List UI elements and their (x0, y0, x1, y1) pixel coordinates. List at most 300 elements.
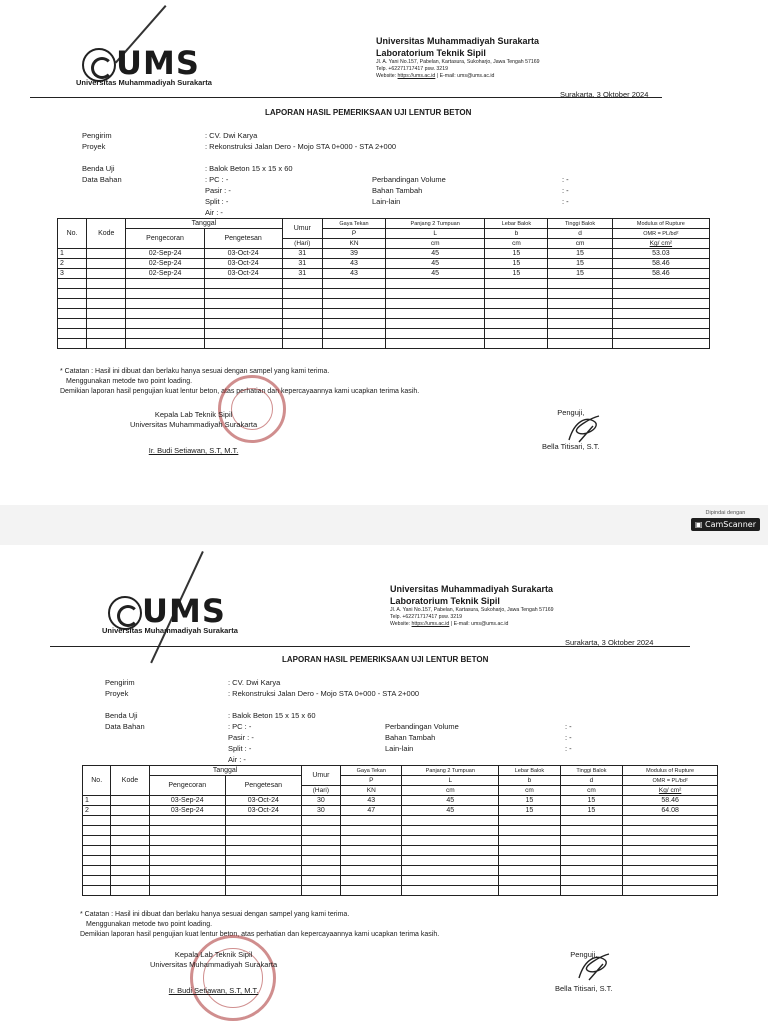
cell-cor (149, 836, 225, 846)
p-symbol: P (323, 229, 386, 239)
cell-l (385, 299, 484, 309)
cell-p (323, 319, 386, 329)
cell-b: 15 (485, 249, 548, 259)
cell-omr (623, 866, 718, 876)
cell-omr (612, 329, 709, 339)
report-date: Surakarta, 3 Oktober 2024 (560, 90, 649, 99)
cell-l (402, 856, 499, 866)
table-row (58, 259, 710, 269)
cell-b (485, 319, 548, 329)
email-text: | E-mail: ums@ums.ac.id (450, 621, 509, 628)
lab-name: Laboratorium Teknik Sipil (376, 48, 486, 59)
cell-l (402, 836, 499, 846)
table-row-empty (83, 816, 718, 826)
col-b: Lebar Balok (485, 219, 548, 229)
cell-no (58, 299, 87, 309)
head-title: Kepala Lab Teknik Sipil (154, 410, 233, 419)
cell-test (225, 846, 301, 856)
cell-cor (126, 309, 204, 319)
cell-l: 45 (385, 259, 484, 269)
cell-b (485, 279, 548, 289)
cell-test (204, 289, 282, 299)
cell-no (83, 816, 111, 826)
cell-umur (301, 876, 341, 886)
cell-kode (111, 886, 149, 896)
table-row-empty (83, 886, 718, 896)
note-line-3: Demikian laporan hasil pengujian kuat lentur beton, atas perhatian dan kepercayaannya kami ucapkan terima kasih. (80, 931, 440, 938)
cell-cor (126, 319, 204, 329)
cell-b (485, 339, 548, 349)
tester-name: Bella Titisari, S.T. (555, 984, 613, 993)
cell-no: 1 (58, 249, 87, 259)
cell-omr (623, 886, 718, 896)
cell-kode (87, 249, 126, 259)
website-link[interactable]: https://ums.ac.id (411, 621, 450, 628)
b-symbol: b (485, 229, 548, 239)
cell-l: 45 (385, 269, 484, 279)
bahan-label: Data Bahan (82, 175, 122, 184)
cell-d: 15 (548, 259, 612, 269)
cell-test (204, 339, 282, 349)
cell-b: 15 (499, 806, 560, 816)
col-cor: Pengecoran (149, 776, 225, 796)
cell-d (560, 856, 623, 866)
cell-umur (282, 299, 323, 309)
cell-kode (87, 319, 126, 329)
benda-value: : Balok Beton 15 x 15 x 60 (205, 164, 293, 173)
b-symbol: b (499, 776, 560, 786)
cell-l (385, 309, 484, 319)
col-p: Gaya Tekan (341, 766, 402, 776)
cell-p: 43 (341, 796, 402, 806)
cell-cor (126, 329, 204, 339)
air-value: Air : - (228, 755, 246, 764)
lain-value: : - (562, 197, 569, 206)
cell-b (499, 836, 560, 846)
table-row (83, 796, 718, 806)
cell-b: 15 (485, 269, 548, 279)
camscanner-icon: ▣ (694, 520, 705, 529)
website-label: Website: (390, 621, 411, 628)
cell-cor: 02-Sep-24 (126, 259, 204, 269)
org-header (376, 35, 540, 80)
cell-b (499, 856, 560, 866)
tester-title: Penguji, (557, 408, 585, 417)
cell-d (560, 836, 623, 846)
omr-unit: Kg/ cm² (612, 239, 709, 249)
cell-kode (87, 329, 126, 339)
cell-p (341, 866, 402, 876)
cell-test: 03-Oct-24 (204, 259, 282, 269)
cell-kode (111, 836, 149, 846)
cell-test (204, 299, 282, 309)
cell-kode (87, 339, 126, 349)
cell-l (385, 289, 484, 299)
cell-test: 03-Oct-24 (204, 269, 282, 279)
scanner-text: Dipindai dengan (705, 510, 746, 516)
cell-d (548, 319, 612, 329)
cell-umur: 31 (282, 259, 323, 269)
head-signature-block (150, 950, 277, 996)
cell-omr: 64.08 (623, 806, 718, 816)
col-no: No. (83, 766, 111, 796)
cell-umur (301, 846, 341, 856)
cell-test (225, 876, 301, 886)
tambah-label: Bahan Tambah (385, 733, 436, 742)
cell-b (499, 846, 560, 856)
table-row-empty (83, 826, 718, 836)
cell-b (499, 876, 560, 886)
col-d: Tinggi Balok (560, 766, 623, 776)
pc-value: : PC : - (205, 175, 229, 184)
col-no: No. (58, 219, 87, 249)
results-table (82, 765, 718, 896)
lain-label: Lain-lain (372, 197, 401, 206)
table-row-empty (58, 319, 710, 329)
tambah-value: : - (562, 186, 569, 195)
notes (80, 910, 439, 940)
results-table (57, 218, 710, 349)
pasir-value: Pasir : - (205, 186, 231, 195)
org-phone: Telp. +62271717417 psw. 3219 (376, 66, 448, 73)
cell-d: 15 (560, 796, 623, 806)
cell-d (548, 299, 612, 309)
cell-cor (126, 289, 204, 299)
tester-name: Bella Titisari, S.T. (542, 442, 600, 451)
cell-umur (301, 836, 341, 846)
org-contact (390, 621, 554, 628)
perbandingan-label: Perbandingan Volume (385, 722, 459, 731)
head-name: Ir. Budi Setiawan, S.T, M.T. (148, 446, 239, 455)
cell-umur (301, 856, 341, 866)
cell-omr (612, 319, 709, 329)
cell-umur (301, 886, 341, 896)
cell-p (341, 846, 402, 856)
col-l: Panjang 2 Tumpuan (385, 219, 484, 229)
note-line-2: Menggunakan metode two point loading. (66, 378, 193, 385)
cell-l (385, 339, 484, 349)
head-univ: Universitas Muhammadiyah Surakarta (130, 420, 258, 429)
cell-d (560, 846, 623, 856)
cell-p (341, 856, 402, 866)
omr-symbol: OMR = PL/bd² (623, 776, 718, 786)
pengirim-label: Pengirim (82, 131, 112, 140)
cell-test (204, 319, 282, 329)
cell-no: 2 (58, 259, 87, 269)
cell-b (499, 826, 560, 836)
cell-d (548, 289, 612, 299)
note-line-2: Menggunakan metode two point loading. (86, 921, 213, 928)
ums-emblem-icon (108, 596, 142, 630)
cell-test (225, 886, 301, 896)
org-address: Jl. A. Yani No.157, Pabelan, Kartasura, Sukoharjo, Jawa Tengah 57169 (376, 59, 540, 66)
col-tanggal: Tanggal (126, 219, 282, 229)
bahan-label: Data Bahan (105, 722, 145, 731)
cell-d (560, 866, 623, 876)
cell-p (341, 836, 402, 846)
cell-umur (282, 319, 323, 329)
cell-umur (301, 866, 341, 876)
cell-test (225, 836, 301, 846)
page-gap (0, 505, 768, 545)
cell-d (548, 329, 612, 339)
table-row-empty (58, 329, 710, 339)
cell-l (402, 876, 499, 886)
cell-kode (87, 259, 126, 269)
report-info (105, 677, 665, 765)
logo-word: UMS (116, 44, 200, 82)
cell-p (341, 816, 402, 826)
benda-label: Benda Uji (82, 164, 115, 173)
table-row-empty (83, 856, 718, 866)
cell-kode (111, 816, 149, 826)
cell-p: 43 (323, 269, 386, 279)
report-title: LAPORAN HASIL PEMERIKSAAN UJI LENTUR BETON (282, 655, 489, 664)
note-line-3: Demikian laporan hasil pengujian kuat lentur beton, atas perhatian dan kepercayaannya kami ucapkan terima kasih. (60, 388, 420, 395)
cell-b (485, 289, 548, 299)
note-line-1: * Catatan : Hasil ini dibuat dan berlaku hanya sesuai dengan sampel yang kami terima. (60, 368, 330, 375)
cell-kode (111, 806, 149, 816)
cell-b: 15 (499, 796, 560, 806)
cell-umur: 31 (282, 269, 323, 279)
cell-omr (623, 876, 718, 886)
cell-kode (87, 269, 126, 279)
cell-no: 2 (83, 806, 111, 816)
cell-d (548, 339, 612, 349)
cell-test (204, 329, 282, 339)
cell-test: 03-Oct-24 (204, 249, 282, 259)
cell-b (485, 299, 548, 309)
cell-p (323, 289, 386, 299)
col-p: Gaya Tekan (323, 219, 386, 229)
cell-no: 3 (58, 269, 87, 279)
cell-omr (612, 309, 709, 319)
lain-value: : - (565, 744, 572, 753)
cell-no (83, 846, 111, 856)
cell-cor: 02-Sep-24 (126, 269, 204, 279)
perbandingan-value: : - (562, 175, 569, 184)
org-header (390, 583, 554, 628)
org-phone: Telp. +62271717417 psw. 3219 (390, 614, 462, 621)
cell-cor (126, 299, 204, 309)
cell-cor (149, 816, 225, 826)
cell-p (323, 309, 386, 319)
cell-cor (149, 876, 225, 886)
benda-label: Benda Uji (105, 711, 138, 720)
col-b: Lebar Balok (499, 766, 560, 776)
b-unit: cm (485, 239, 548, 249)
table-row-empty (83, 866, 718, 876)
cell-omr (623, 846, 718, 856)
pc-value: : PC : - (228, 722, 252, 731)
cell-umur (301, 826, 341, 836)
head-univ: Universitas Muhammadiyah Surakarta (150, 960, 278, 969)
cell-no (58, 309, 87, 319)
tester-title: Penguji, (570, 950, 598, 959)
cell-p: 47 (341, 806, 402, 816)
pengirim-label: Pengirim (105, 678, 135, 687)
cell-cor (149, 846, 225, 856)
cell-p (323, 299, 386, 309)
cell-d (560, 876, 623, 886)
org-address: Jl. A. Yani No.157, Pabelan, Kartasura, Sukoharjo, Jawa Tengah 57169 (390, 607, 554, 614)
cell-l (385, 329, 484, 339)
omr-unit: Kg/ cm² (623, 786, 718, 796)
cell-p (323, 329, 386, 339)
logo-subtitle: Universitas Muhammadiyah Surakarta (76, 78, 212, 87)
head-signature-block (130, 410, 257, 456)
table-row-empty (58, 279, 710, 289)
pengirim-value: : CV. Dwi Karya (205, 131, 258, 140)
report-info (82, 130, 642, 218)
cell-test (225, 866, 301, 876)
table-row-empty (58, 289, 710, 299)
cell-no (58, 319, 87, 329)
cell-omr (612, 289, 709, 299)
l-unit: cm (402, 786, 499, 796)
cell-kode (87, 299, 126, 309)
d-unit: cm (548, 239, 612, 249)
table-row (83, 806, 718, 816)
website-link[interactable]: https://ums.ac.id (397, 73, 436, 80)
d-symbol: d (548, 229, 612, 239)
cell-kode (87, 289, 126, 299)
cell-l (402, 826, 499, 836)
table-row-empty (58, 339, 710, 349)
air-value: Air : - (205, 208, 223, 217)
cell-test (204, 309, 282, 319)
org-name: Universitas Muhammadiyah Surakarta (376, 36, 540, 46)
proyek-value: : Rekonstruksi Jalan Dero - Mojo STA 0+000 - STA 2+000 (228, 689, 420, 698)
pasir-value: Pasir : - (228, 733, 254, 742)
proyek-value: : Rekonstruksi Jalan Dero - Mojo STA 0+000 - STA 2+000 (205, 142, 397, 151)
cell-d (560, 826, 623, 836)
camscanner-watermark (691, 510, 760, 531)
cell-kode (111, 866, 149, 876)
cell-no (58, 339, 87, 349)
cell-kode (111, 796, 149, 806)
logo-word: UMS (142, 592, 226, 630)
col-cor: Pengecoran (126, 229, 204, 249)
l-symbol: L (385, 229, 484, 239)
cell-l (385, 319, 484, 329)
lab-name: Laboratorium Teknik Sipil (390, 596, 500, 607)
col-d: Tinggi Balok (548, 219, 612, 229)
cell-omr (623, 856, 718, 866)
cell-l: 45 (402, 796, 499, 806)
cell-omr: 58.46 (612, 259, 709, 269)
cell-umur (282, 309, 323, 319)
cell-kode (87, 309, 126, 319)
perbandingan-label: Perbandingan Volume (372, 175, 446, 184)
cell-no (58, 279, 87, 289)
cell-umur (282, 279, 323, 289)
cell-no (58, 289, 87, 299)
cell-omr: 53.03 (612, 249, 709, 259)
cell-p: 43 (323, 259, 386, 269)
cell-omr (612, 339, 709, 349)
cell-no (58, 329, 87, 339)
cell-l (402, 846, 499, 856)
cell-d (548, 279, 612, 289)
report-sheet-1 (30, 0, 740, 505)
cell-cor (149, 866, 225, 876)
cell-b (499, 866, 560, 876)
cell-l: 45 (402, 806, 499, 816)
cell-l (402, 816, 499, 826)
cell-umur: 31 (282, 249, 323, 259)
cell-test (204, 279, 282, 289)
benda-value: : Balok Beton 15 x 15 x 60 (228, 711, 316, 720)
cell-umur: 30 (301, 806, 341, 816)
cell-b (485, 309, 548, 319)
cell-p: 39 (323, 249, 386, 259)
col-omr: Modulus of Rupture (623, 766, 718, 776)
table-row (58, 249, 710, 259)
cell-kode (111, 856, 149, 866)
lain-label: Lain-lain (385, 744, 414, 753)
report-date: Surakarta, 3 Oktober 2024 (565, 638, 654, 647)
cell-d: 15 (548, 269, 612, 279)
p-symbol: P (341, 776, 402, 786)
logo-subtitle: Universitas Muhammadiyah Surakarta (102, 626, 238, 635)
cell-b (485, 329, 548, 339)
split-value: Split : - (205, 197, 229, 206)
website-label: Website: (376, 73, 397, 80)
pengirim-value: : CV. Dwi Karya (228, 678, 281, 687)
col-kode: Kode (87, 219, 126, 249)
col-umur: Umur (282, 219, 323, 239)
cell-cor: 02-Sep-24 (126, 249, 204, 259)
d-unit: cm (560, 786, 623, 796)
cell-l (402, 866, 499, 876)
proyek-label: Proyek (105, 689, 129, 698)
table-row-empty (58, 309, 710, 319)
cell-omr: 58.46 (612, 269, 709, 279)
cell-cor (126, 339, 204, 349)
cell-p (341, 886, 402, 896)
cell-omr (612, 299, 709, 309)
head-title: Kepala Lab Teknik Sipil (174, 950, 253, 959)
cell-p (341, 826, 402, 836)
l-unit: cm (385, 239, 484, 249)
p-unit: KN (341, 786, 402, 796)
umur-unit: (Hari) (282, 239, 323, 249)
cell-cor: 03-Sep-24 (149, 806, 225, 816)
cell-umur: 30 (301, 796, 341, 806)
cell-cor: 03-Sep-24 (149, 796, 225, 806)
cell-test (225, 816, 301, 826)
table-row (58, 269, 710, 279)
col-l: Panjang 2 Tumpuan (402, 766, 499, 776)
col-kode: Kode (111, 766, 149, 796)
cell-no (83, 856, 111, 866)
cell-b: 15 (485, 259, 548, 269)
tambah-value: : - (565, 733, 572, 742)
cell-omr: 58.46 (623, 796, 718, 806)
cell-l (402, 886, 499, 896)
cell-omr (612, 279, 709, 289)
tester-signature-block (555, 950, 613, 994)
col-umur: Umur (301, 766, 341, 786)
cell-omr (623, 826, 718, 836)
table-row-empty (83, 836, 718, 846)
cell-umur (282, 289, 323, 299)
cell-d: 15 (548, 249, 612, 259)
cell-no (83, 836, 111, 846)
org-name: Universitas Muhammadiyah Surakarta (390, 584, 554, 594)
table-row-empty (58, 299, 710, 309)
